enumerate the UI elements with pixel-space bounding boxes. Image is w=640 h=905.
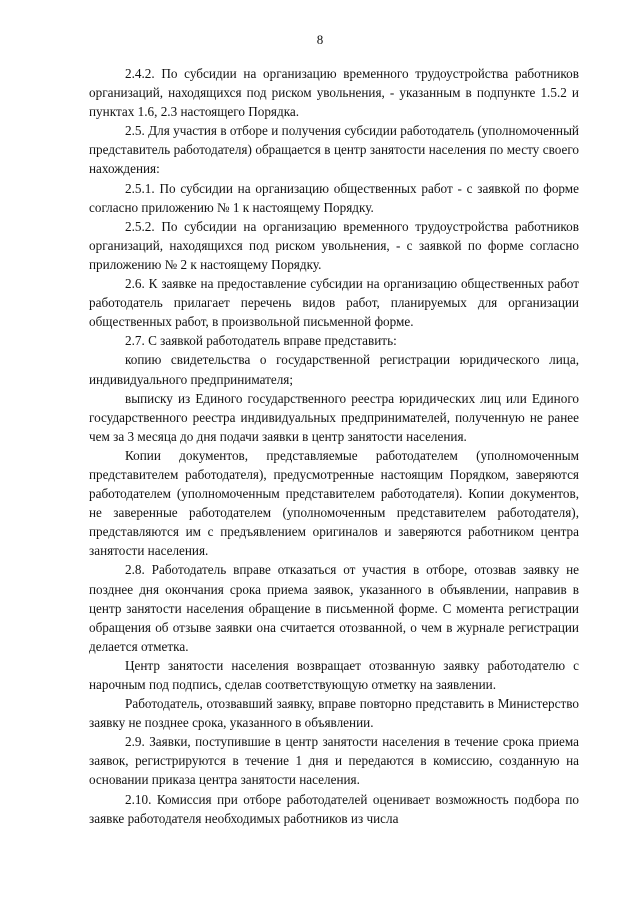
paragraph-2-5: 2.5. Для участия в отборе и получения субсидии работодатель (уполномоченный представитель работодателя) обращается в центр занятости населения по месту своего нахождения: xyxy=(89,123,579,177)
paragraph-2-8: 2.8. Работодатель вправе отказаться от участия в отборе, отозвав заявку не позднее дня окончания срока приема заявок, указанного в объявлении, направив в центр занятости населения обращение в письменной форме. С момента регистрации обращения об отзыве заявки она считается отозванной, о чем в журнале регистрации делается отметка. xyxy=(89,562,579,654)
paragraph-2-7-item-certificate: копию свидетельства о государственной регистрации юридического лица, индивидуального предпринимателя; xyxy=(89,352,579,387)
paragraph-center-returns: Центр занятости населения возвращает отозванную заявку работодателю с нарочным под подпись, сделав соответствующую отметку на заявлении. xyxy=(89,657,579,692)
paragraph-2-7-item-extract: выписку из Единого государственного реестра юридических лиц или Единого государственного реестра индивидуальных предпринимателей, полученную не ранее чем за 3 месяца до дня подачи заявки в центр занятости населения. xyxy=(89,390,579,444)
paragraph-2-9: 2.9. Заявки, поступившие в центр занятости населения в течение срока приема заявок, регистрируются в течение 1 дня и передаются в комиссию, созданную на основании приказа центра занятости населения. xyxy=(89,734,579,788)
paragraph-2-4-2: 2.4.2. По субсидии на организацию временного трудоустройства работников организаций, находящихся под риском увольнения, - указанным в подпункте 1.5.2 и пунктах 1.6, 2.3 настоящего Порядка. xyxy=(89,66,579,120)
paragraph-copies: Копии документов, представляемые работодателем (уполномоченным представителем работодателя), предусмотренные настоящим Порядком, заверяются работодателем (уполномоченным представителем работодателя). Копии документов, не заверенные работодателем (уполномоченным представителем работодателя), представляются им с предъявлением оригиналов и заверяются работником центра занятости населения. xyxy=(89,447,579,559)
page-number: 8 xyxy=(316,32,324,47)
paragraph-2-6: 2.6. К заявке на предоставление субсидии на организацию общественных работ работодатель прилагает перечень видов работ, планируемых для организации общественных работ, в произвольной письменной форме. xyxy=(89,276,579,330)
document-body xyxy=(89,64,579,828)
paragraph-2-10: 2.10. Комиссия при отборе работодателей оценивает возможность подбора по заявке работодателя необходимых работников из числа xyxy=(89,791,579,826)
paragraph-2-5-2: 2.5.2. По субсидии на организацию временного трудоустройства работников организаций, находящихся под риском увольнения, - с заявкой по форме согласно приложению № 2 к настоящему Порядку. xyxy=(89,218,579,272)
paragraph-2-7: 2.7. С заявкой работодатель вправе представить: xyxy=(125,333,397,349)
paragraph-2-5-1: 2.5.1. По субсидии на организацию общественных работ - с заявкой по форме согласно приложению № 1 к настоящему Порядку. xyxy=(89,180,579,215)
paragraph-resubmit: Работодатель, отозвавший заявку, вправе повторно представить в Министерство заявку не позднее срока, указанного в объявлении. xyxy=(89,696,579,731)
